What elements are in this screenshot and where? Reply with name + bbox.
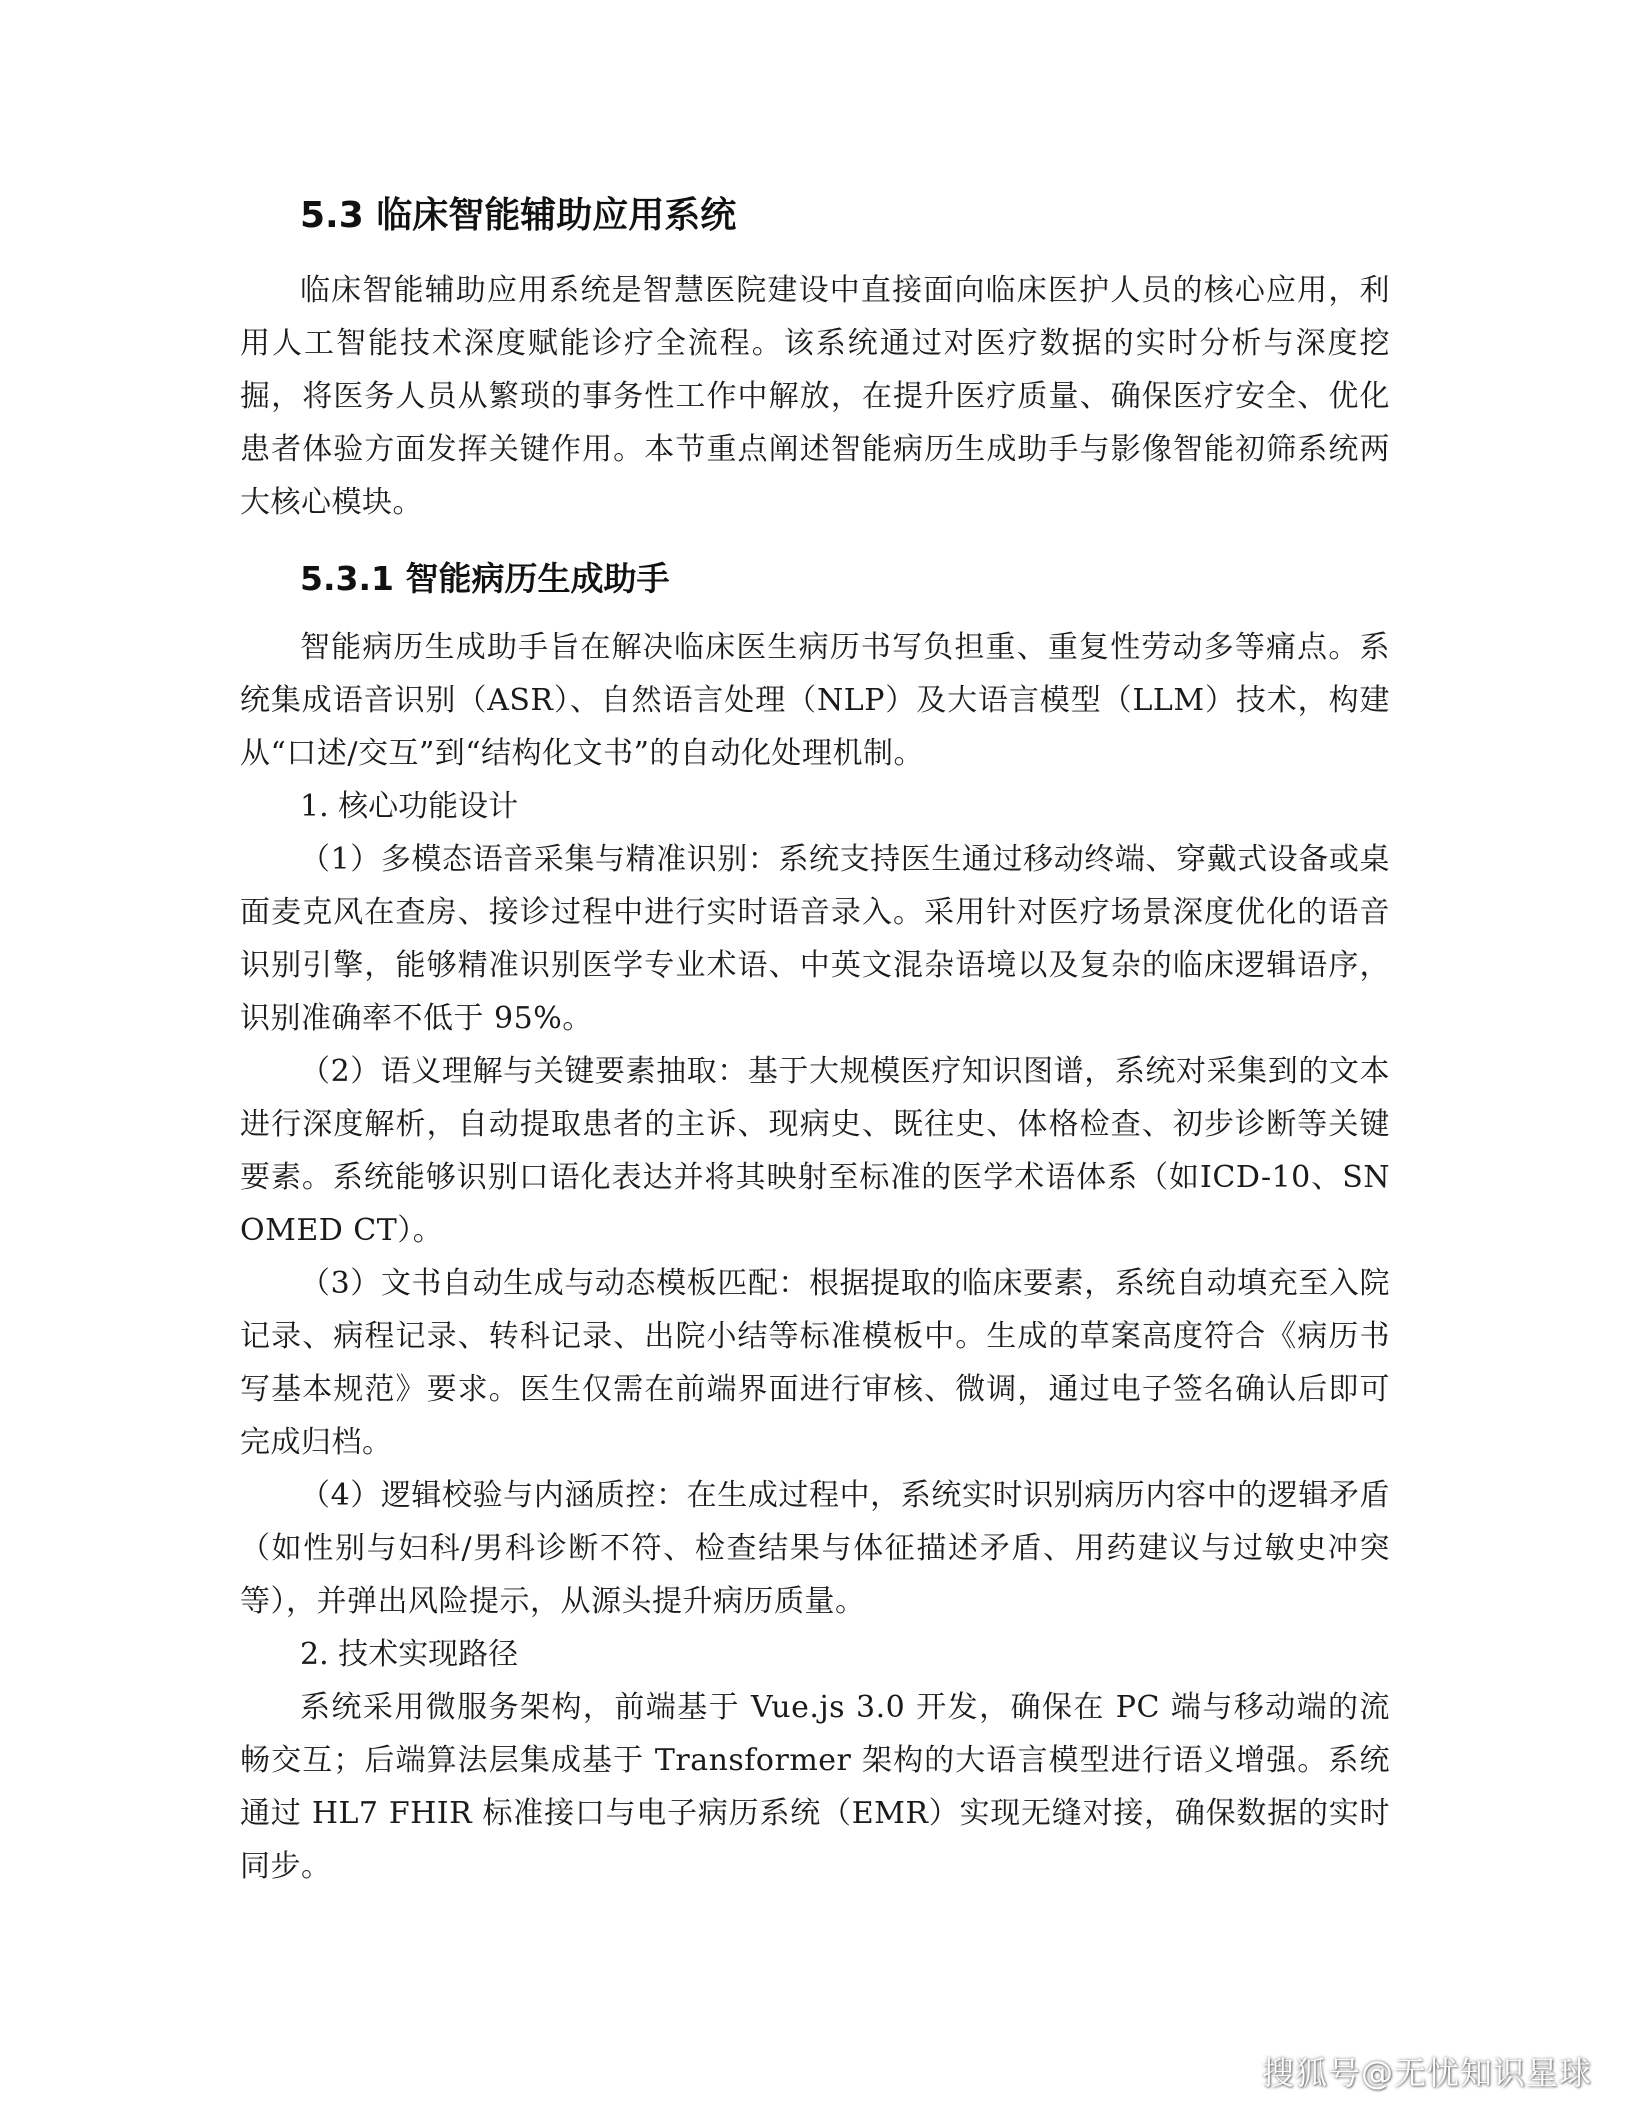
function-item-4: （4）逻辑校验与内涵质控：在生成过程中，系统实时识别病历内容中的逻辑矛盾（如性别与妇科/男科诊断不符、检查结果与体征描述矛盾、用药建议与过敏史冲突等），并弹出风险提示，从源头提升病历质量。 [240,1478,1390,1619]
function-item-2: （2）语义理解与关键要素抽取：基于大规模医疗知识图谱，系统对采集到的文本进行深度解析，自动提取患者的主诉、现病史、既往史、体格检查、初步诊断等关键要素。系统能够识别口语化表达并将其映射至标准的医学术语体系（如ICD-10、SNOMED CT）。 [240,1054,1390,1248]
watermark-text: 搜狐号@无忧知识星球 [1261,2054,1592,2092]
tech-path-heading: 2. 技术实现路径 [300,1637,519,1672]
section-intro-paragraph: 临床智能辅助应用系统是智慧医院建设中直接面向临床医护人员的核心应用，利用人工智能技术深度赋能诊疗全流程。该系统通过对医疗数据的实时分析与深度挖掘，将医务人员从繁琐的事务性工作中解放，在提升医疗质量、确保医疗安全、优化患者体验方面发挥关键作用。本节重点阐述智能病历生成助手与影像智能初筛系统两大核心模块。 [240,273,1390,520]
subsection-title: 5.3.1 智能病历生成助手 [300,559,670,598]
function-item-1: （1）多模态语音采集与精准识别：系统支持医生通过移动终端、穿戴式设备或桌面麦克风在查房、接诊过程中进行实时语音录入。采用针对医疗场景深度优化的语音识别引擎，能够精准识别医学专业术语、中英文混杂语境以及复杂的临床逻辑语序，识别准确率不低于 95%。 [240,842,1390,1036]
document-body [240,186,1390,1893]
function-item-3: （3）文书自动生成与动态模板匹配：根据提取的临床要素，系统自动填充至入院记录、病程记录、转科记录、出院小结等标准模板中。生成的草案高度符合《病历书写基本规范》要求。医生仅需在前端界面进行审核、微调，通过电子签名确认后即可完成归档。 [240,1266,1390,1460]
tech-path-paragraph: 系统采用微服务架构，前端基于 Vue.js 3.0 开发，确保在 PC 端与移动端的流畅交互；后端算法层集成基于 Transformer 架构的大语言模型进行语义增强。系统通过 HL7 FHIR 标准接口与电子病历系统（EMR）实现无缝对接，确保数据的实时同步。 [240,1690,1390,1884]
section-title: 5.3 临床智能辅助应用系统 [300,195,737,236]
subsection-intro-paragraph: 智能病历生成助手旨在解决临床医生病历书写负担重、重复性劳动多等痛点。系统集成语音识别（ASR）、自然语言处理（NLP）及大语言模型（LLM）技术，构建从“口述/交互”到“结构化文书”的自动化处理机制。 [240,630,1390,771]
core-function-heading: 1. 核心功能设计 [300,789,519,824]
